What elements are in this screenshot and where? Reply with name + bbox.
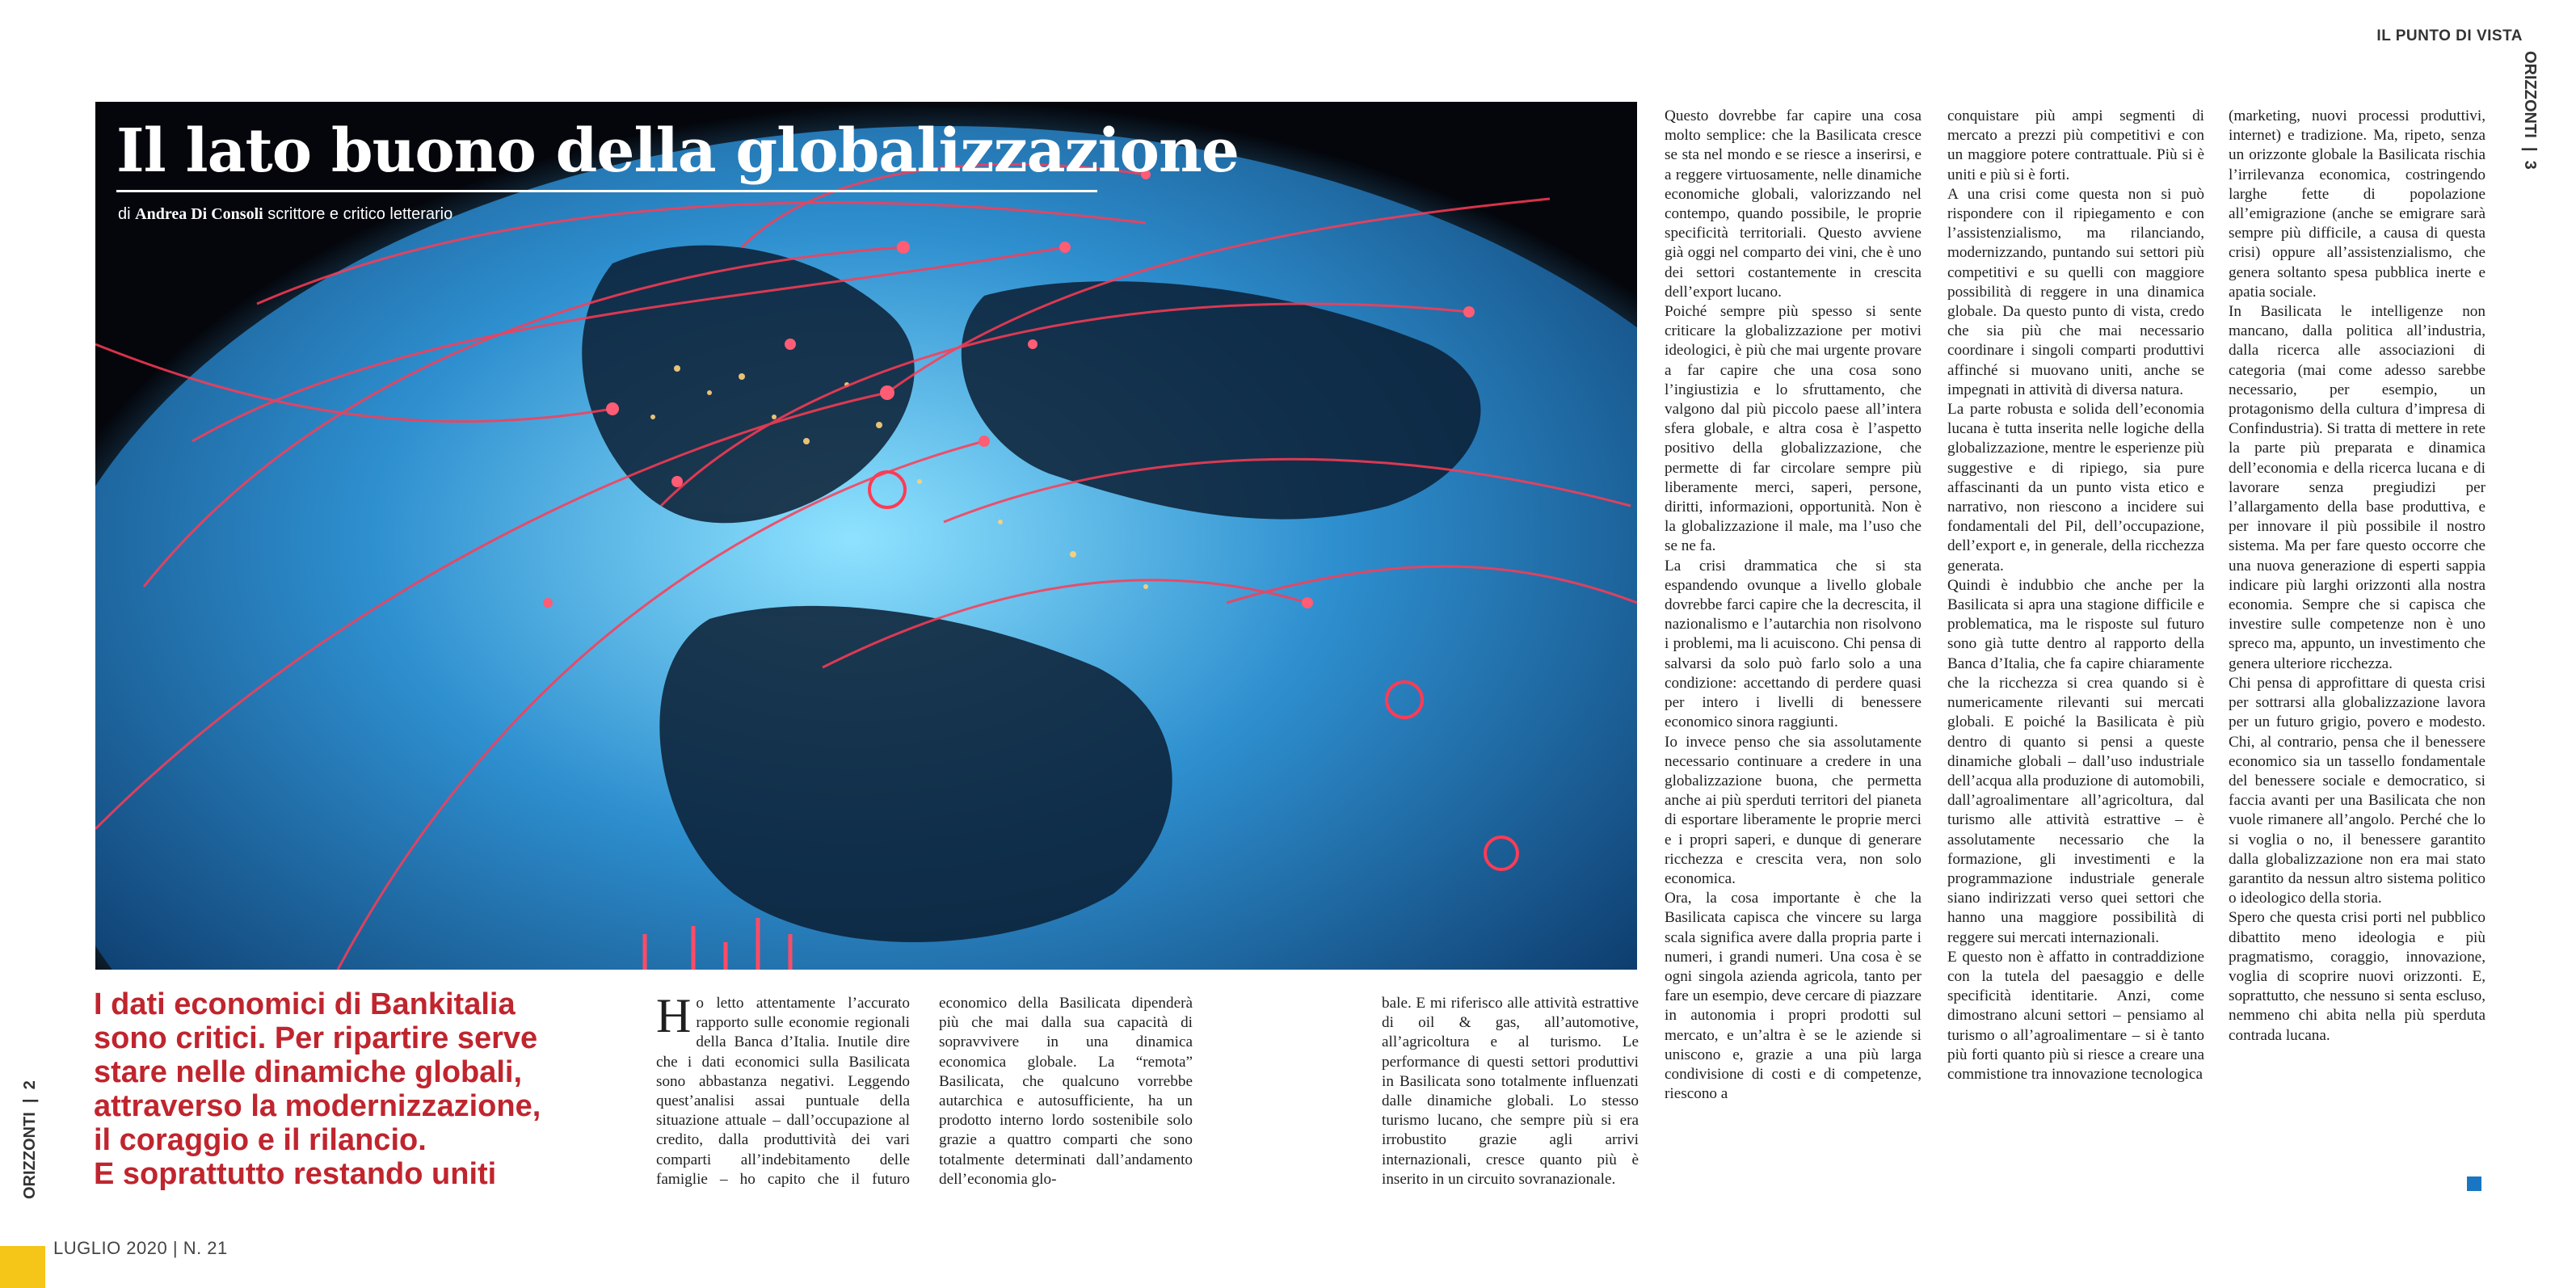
byline bbox=[118, 205, 452, 224]
section-separator: | bbox=[21, 1093, 39, 1108]
page-number-right: 3 bbox=[2521, 160, 2539, 170]
running-head: IL PUNTO DI VISTA bbox=[2376, 27, 2523, 44]
body-paragraph: (marketing, nuovi processi produttivi, internet) e tradizione. Ma, ripeto, senza un orizzonte globale la Basilicata rischia l’irrilevanza economica, costringendo larghe fette di popolazione all’emigrazione (anche se emigrare sarà sempre più difficile, a causa di questa crisi) oppure all’assistenzialismo, che genera soltanto spesa pubblica inerte e apatia sociale. bbox=[2229, 107, 2486, 301]
body-paragraph: Chi pensa di approfittare di questa crisi per sottrarsi alla globalizzazione lavora per un futuro grigio, povero e modesto. Chi, al contrario, pensa che il benessere economico sia un tassello fondamentale del benessere sociale e democratico, si faccia avanti per una Basilicata che non vuole rimanere all’angolo. Perché che lo si voglia o no, il benessere garantito dalla globalizzazione non era mai stato garantito da nessun altro sistema politico o ideologico della storia. bbox=[2229, 674, 2486, 907]
body-paragraph: A una crisi come questa non si può rispondere con il ripiegamento e con l’assistenzialismo, ma rilanciando, modernizzando, puntando sui settori più competitivi e su quelli con maggiore possibilità di reggere in una dinamica globale. Da questo punto di vista, credo che sia più che mai necessario coordinare i singoli comparti produttivi affinché si muovano uniti, anche se impegnati in attività di diversa natura. bbox=[1947, 185, 2204, 398]
section-label-right bbox=[2510, 51, 2539, 213]
standfirst bbox=[94, 987, 611, 1191]
body-columns-opening bbox=[656, 989, 1193, 1192]
globe-network-illustration bbox=[95, 102, 1637, 970]
byline-prefix: di bbox=[118, 205, 131, 223]
body-paragraph: bale. E mi riferisco alle attività estrattive di oil & gas, all’automotive, all’agricoltura e al turismo. Le performance di questi settori produttivi in Basilicata sono totalmente influenzati dalle dinamiche globali. Lo stesso turismo lucano, che sempre più si era irrobustito grazie agli arrivi internazionali, cresce quanto più è inserito in un circuito sovranazionale. bbox=[1382, 995, 1639, 1188]
body-paragraph: Questo dovrebbe far capire una cosa molto semplice: che la Basilicata cresce se sta nel mondo e se riesce a inserirsi, e a reggere virtuosamente, nelle dinamiche economiche globali, valorizzando nel contempo, quando possibile, le proprie specificità territoriali. Questo avviene già oggi nel comparto dei vini, che è uno dei settori costantemente in crescita dell’export lucano. bbox=[1665, 107, 1921, 301]
author-role: scrittore e critico letterario bbox=[267, 205, 453, 223]
hero-image bbox=[95, 102, 1637, 970]
standfirst-line: attraverso la modernizzazione, bbox=[94, 1089, 541, 1123]
body-paragraph: La crisi drammatica che si sta espandendo ovunque a livello globale dovrebbe farci capire che la decrescita, il nazionalismo e l’autarchia non risolvono i problemi, ma li acuiscono. Chi pensa di salvarsi da solo può farlo solo a una condizione: accettando di perdere quasi per intero i livelli di benessere economico sinora raggiunti. bbox=[1665, 557, 1921, 731]
end-of-article-square bbox=[2467, 1176, 2481, 1191]
body-column-continuation bbox=[1382, 994, 1639, 1189]
issue-folio: LUGLIO 2020 | N. 21 bbox=[53, 1238, 228, 1258]
standfirst-line: I dati economici di Bankitalia bbox=[94, 987, 516, 1021]
body-paragraph: conquistare più ampi segmenti di mercato a prezzi più competitivi e con un maggiore potere contrattuale. Più si è uniti e più si è forti. bbox=[1947, 107, 2204, 183]
standfirst-line: il coraggio e il rilancio. bbox=[94, 1123, 427, 1157]
body-column-3 bbox=[1947, 107, 2204, 1084]
body-paragraph: Ora, la cosa importante è che la Basilicata capisca che vincere su larga scala significa avere dalla propria parte i numeri, i grandi numeri. Una cosa è se ogni singola azienda agricola, tanto per fare un esempio, deve cercare di piazzare in autonomia i propri prodotti sul mercato, e un’altra è se le aziende si uniscono e, grazie a una più larga condivisione di costi e di competenze, riescono a bbox=[1665, 890, 1921, 1103]
standfirst-line: E soprattutto restando uniti bbox=[94, 1157, 497, 1191]
body-paragraph bbox=[656, 989, 1193, 1189]
body-paragraph: La parte robusta e solida dell’economia lucana è tutta inserita nelle logiche della globalizzazione, mentre le esperienze più suggestive e di ripiego, sia pure affascinanti da un punto vista etico e narrativo, non riescono a incidere sui fondamentali del Pil, dell’occupazione, dell’export e, in generale, della ricchezza generata. bbox=[1947, 401, 2204, 575]
author-name: Andrea Di Consoli bbox=[135, 205, 263, 223]
section-separator: | bbox=[2521, 142, 2539, 157]
body-paragraph: E questo non è affatto in contraddizione con la tutela del paesaggio e delle specificità identitarie. Anzi, come dimostrano alcuni settori – pensiamo al turismo o all’agroalimentare – si è tanto più forti quanto più si riesce a creare una commistione tra innovazione tecnologica bbox=[1947, 948, 2204, 1083]
page-number-left: 2 bbox=[21, 1080, 39, 1090]
drop-cap: H bbox=[656, 989, 692, 1042]
body-paragraph: Io invece penso che sia assolutamente necessario continuare a credere in una globalizzazione buona, che permetta anche ai più sperduti territori del pianeta di esportare liberamente le proprie merci e i propri saperi, e dunque di generare ricchezza e crescita vera, non solo economica. bbox=[1665, 733, 1921, 887]
body-paragraph: Spero che questa crisi porti nel pubblico dibattito meno ideologia e più pragmatismo, coraggio, innovazione, voglia di scoprire nuovi orizzonti. E, soprattutto, che nessuno si senta escluso, nemmeno chi abita nella più sperduta contrada lucana. bbox=[2229, 909, 2486, 1044]
opening-text: o letto attentamente l’accurato rapporto sulle economie regionali della Banca d’Italia. Inutile dire che i dati economici sulla Basilicata sono abbastanza negativi. Leggendo quest’analisi assai puntuale della situazione attuale – dall’occupazione al credito, dalla produttività dei vari comparti all’indebitamento delle famiglie – ho capito che il futuro economico della Basilicata dipenderà più che mai dalla sua capacità di sopravvivere in una dinamica economica globale. La “remota” Basilicata, che qualcuno vorrebbe autarchica e autosufficiente, ha un prodotto interno lordo sostenibile solo grazie a quattro comparti che sono totalmente determinati dall’andamento dell’economia glo- bbox=[656, 995, 1193, 1188]
body-paragraph: In Basilicata le intelligenze non mancano, dalla politica all’industria, dalla ricerca alle associazioni di categoria (mai come adesso sarebbe necessario, per esempio, un protagonismo della cultura d’impresa di Confindustria). Si tratta di mettere in rete la parte più preparata e dinamica dell’economia e della ricerca lucana e di lavorare senza pregiudizi per l’allargamento della base produttiva, e per innovare il più possibile il nostro sistema. Ma per fare questo occorre che una nuova generazione di esperti sappia indicare più larghi orizzonti alla nostra economia. Sempre che si capisca che investire sulle competenze non è uno spreco ma, appunto, un investimento che genera ulteriore ricchezza. bbox=[2229, 303, 2486, 672]
section-label-left bbox=[21, 1080, 40, 1199]
body-paragraph: Quindi è indubbio che anche per la Basilicata si apra una stagione difficile e problematica, ma le risposte sul futuro sono già tutte dentro al rapporto della Banca d’Italia, che fa capire chiaramente che la ricchezza si crea quando si è numericamente rilevanti sui mercati globali. E poiché la Basilicata è più dentro di quanto si pensi a queste dinamiche globali – dall’uso industriale dell’acqua alla produzione di automobili, dall’agroalimentare all’agricoltura, dal turismo alle attività estrattive – è assolutamente necessario che la formazione, gli investimenti e la programmazione industriale generale siano indirizzati verso quei settori che hanno una maggiore possibilità di reggere sui mercati internazionali. bbox=[1947, 576, 2204, 946]
folio-color-tab bbox=[0, 1246, 45, 1288]
article-title: Il lato buono della globalizzazione bbox=[116, 116, 1239, 186]
body-paragraph: Poiché sempre più spesso si sente criticare la globalizzazione per motivi ideologici, è più che mai urgente provare a far capire che una cosa sono l’ingiustizia e lo sfruttamento, che valgono dal più piccolo paese all’intera sfera globale, e altra cosa è l’aspetto positivo della globalizzazione, che permette di far circolare sempre più liberamente merci, saperi, persone, diritti, informazioni, opportunità. Non è la globalizzazione il male, ma l’uso che se ne fa. bbox=[1665, 303, 1921, 555]
standfirst-line: stare nelle dinamiche globali, bbox=[94, 1055, 523, 1089]
section-name: ORIZZONTI bbox=[2521, 51, 2539, 138]
standfirst-line: sono critici. Per ripartire serve bbox=[94, 1021, 538, 1055]
title-underline bbox=[116, 190, 1097, 192]
section-name: ORIZZONTI bbox=[21, 1112, 39, 1199]
body-column-2 bbox=[1665, 107, 1921, 1104]
body-column-4 bbox=[2229, 107, 2486, 1046]
